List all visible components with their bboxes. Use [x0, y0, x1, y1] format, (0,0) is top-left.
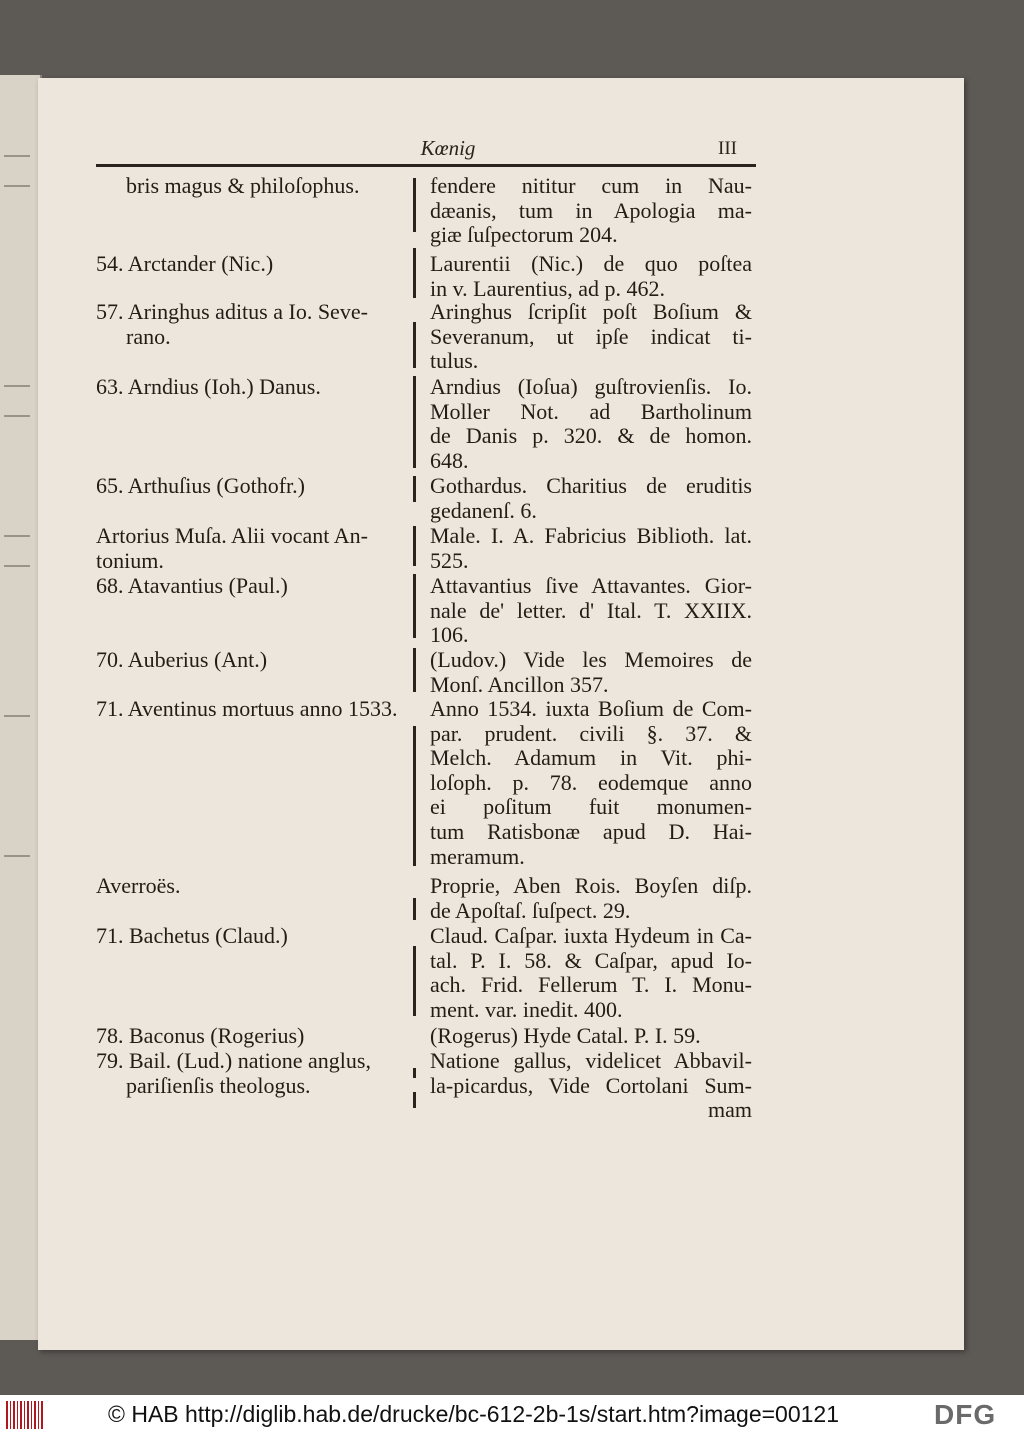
- right-entry: [430, 174, 752, 248]
- right-entry: [430, 524, 752, 573]
- left-entry: [96, 924, 426, 949]
- text-line: dæanis, tum in Apologia ma-: [430, 197, 752, 223]
- page-number: III: [718, 138, 737, 159]
- text-line: Aringhus ſcripſit poſt Boſium &: [430, 299, 752, 324]
- text-line: Artorius Muſa. Alii vocant An-: [96, 523, 368, 548]
- left-entry: [96, 375, 426, 400]
- left-entry: [96, 524, 426, 573]
- text-line: tulus.: [430, 348, 479, 374]
- text-line: la-picardus, Vide Cortolani Sum-: [430, 1072, 752, 1098]
- text-line: tal. P. I. 58. & Caſpar, apud Io-: [430, 947, 752, 973]
- text-line: 106.: [430, 622, 469, 648]
- text-line: Severanum, ut ipſe indicat ti-: [430, 323, 752, 349]
- left-entry: [96, 697, 426, 722]
- text-line: de Apoſtaſ. ſuſpect. 29.: [430, 897, 631, 923]
- previous-page-edge: [0, 75, 42, 1340]
- running-head: Kœnig: [420, 136, 476, 160]
- right-entry: [430, 300, 752, 374]
- text-line: Claud. Caſpar. iuxta Hydeum in Ca-: [430, 923, 752, 948]
- text-line: 54. Arctander (Nic.): [96, 251, 274, 276]
- text-line: rano.: [126, 323, 171, 349]
- text-line: giæ ſuſpectorum 204.: [430, 222, 618, 248]
- book-page: [38, 78, 964, 1350]
- header-rule: [96, 164, 756, 167]
- text-line: (Ludov.) Vide les Memoires de: [430, 647, 752, 672]
- text-line: loſoph. p. 78. eodemque anno: [430, 769, 752, 795]
- text-line: Laurentii (Nic.) de quo poſtea: [430, 251, 752, 276]
- left-entry: [96, 1049, 426, 1098]
- text-line: ment. var. inedit. 400.: [430, 996, 623, 1022]
- text-line: 68. Atavantius (Paul.): [96, 573, 288, 598]
- text-line: Gothardus. Charitius de eruditis: [430, 473, 752, 498]
- left-entry: [96, 574, 426, 599]
- text-line: 57. Aringhus aditus a Io. Seve-: [96, 299, 368, 324]
- text-line: meramum.: [430, 843, 525, 869]
- right-entry: [430, 474, 752, 523]
- right-entry: [430, 252, 752, 301]
- text-line: Attavantius ſive Attavantes. Gior-: [430, 573, 752, 598]
- text-line: (Rogerus) Hyde Catal. P. I. 59.: [430, 1023, 701, 1048]
- text-line: bris magus & philoſophus.: [126, 173, 360, 198]
- left-entry: [96, 874, 426, 899]
- text-line: Anno 1534. iuxta Boſium de Com-: [430, 696, 752, 721]
- text-line: tonium.: [96, 547, 164, 573]
- text-line: Averroës.: [96, 873, 181, 898]
- text-line: Moller Not. ad Bartholinum: [430, 398, 752, 424]
- left-entry: [96, 174, 426, 199]
- text-line: ei poſitum fuit monumen-: [430, 794, 752, 820]
- text-line: gedanenſ. 6.: [430, 497, 537, 523]
- left-entry: [96, 252, 426, 277]
- text-line: 70. Auberius (Ant.): [96, 647, 268, 672]
- text-line: 78. Baconus (Rogerius): [96, 1023, 305, 1048]
- right-entry: [430, 648, 752, 697]
- left-entry: [96, 474, 426, 499]
- text-line: 65. Arthuſius (Gothofr.): [96, 473, 305, 498]
- text-line: nale de' letter. d' Ital. T. XXIIX.: [430, 597, 752, 623]
- text-line: pariſienſis theologus.: [126, 1072, 311, 1098]
- right-entry: [430, 1049, 752, 1123]
- text-line: par. prudent. civili §. 37. &: [430, 720, 752, 746]
- right-entry: [430, 924, 752, 1022]
- text-line: Melch. Adamum in Vit. phi-: [430, 745, 752, 771]
- text-line: ach. Frid. Fellerum T. I. Monu-: [430, 972, 752, 998]
- right-entry: [430, 574, 752, 648]
- text-line: tum Ratisbonæ apud D. Hai-: [430, 818, 752, 844]
- text-line: 71. Aventinus mortuus anno 1533.: [96, 696, 398, 721]
- text-line: de Danis p. 320. & de homon.: [430, 423, 752, 449]
- right-entry: [430, 874, 752, 923]
- text-line: Proprie, Aben Rois. Boyſen diſp.: [430, 873, 752, 898]
- text-line: 63. Arndius (Ioh.) Danus.: [96, 374, 321, 399]
- left-entry: [96, 1024, 426, 1049]
- left-entry: [96, 648, 426, 673]
- text-line: 71. Bachetus (Claud.): [96, 923, 288, 948]
- text-line: Natione gallus, videlicet Abbavil-: [430, 1048, 752, 1073]
- barcode-icon: [6, 1401, 44, 1429]
- column-rule: [413, 726, 416, 866]
- right-entry: [430, 697, 752, 869]
- column-rule: [413, 898, 416, 920]
- text-line: Male. I. A. Fabricius Biblioth. lat.: [430, 523, 752, 548]
- right-entry: [430, 375, 752, 473]
- text-line: Arndius (Ioſua) guſtrovienſis. Io.: [430, 374, 752, 399]
- text-line: 525.: [430, 547, 469, 573]
- source-url[interactable]: © HAB http://diglib.hab.de/drucke/bc-612-2b-1s/start.htm?image=00121: [108, 1401, 840, 1427]
- text-line: 648.: [430, 447, 469, 473]
- viewer-footer: [0, 1395, 1024, 1435]
- catchword: mam: [708, 1097, 752, 1123]
- right-entry: [430, 1024, 752, 1049]
- text-line: in v. Laurentius, ad p. 462.: [430, 275, 666, 301]
- left-entry: [96, 300, 426, 349]
- text-line: fendere nititur cum in Nau-: [430, 173, 752, 198]
- text-line: 79. Bail. (Lud.) natione anglus,: [96, 1048, 371, 1073]
- text-line: Monſ. Ancillon 357.: [430, 671, 609, 697]
- dfg-logo: DFG: [934, 1399, 997, 1430]
- column-rule: [413, 946, 416, 1016]
